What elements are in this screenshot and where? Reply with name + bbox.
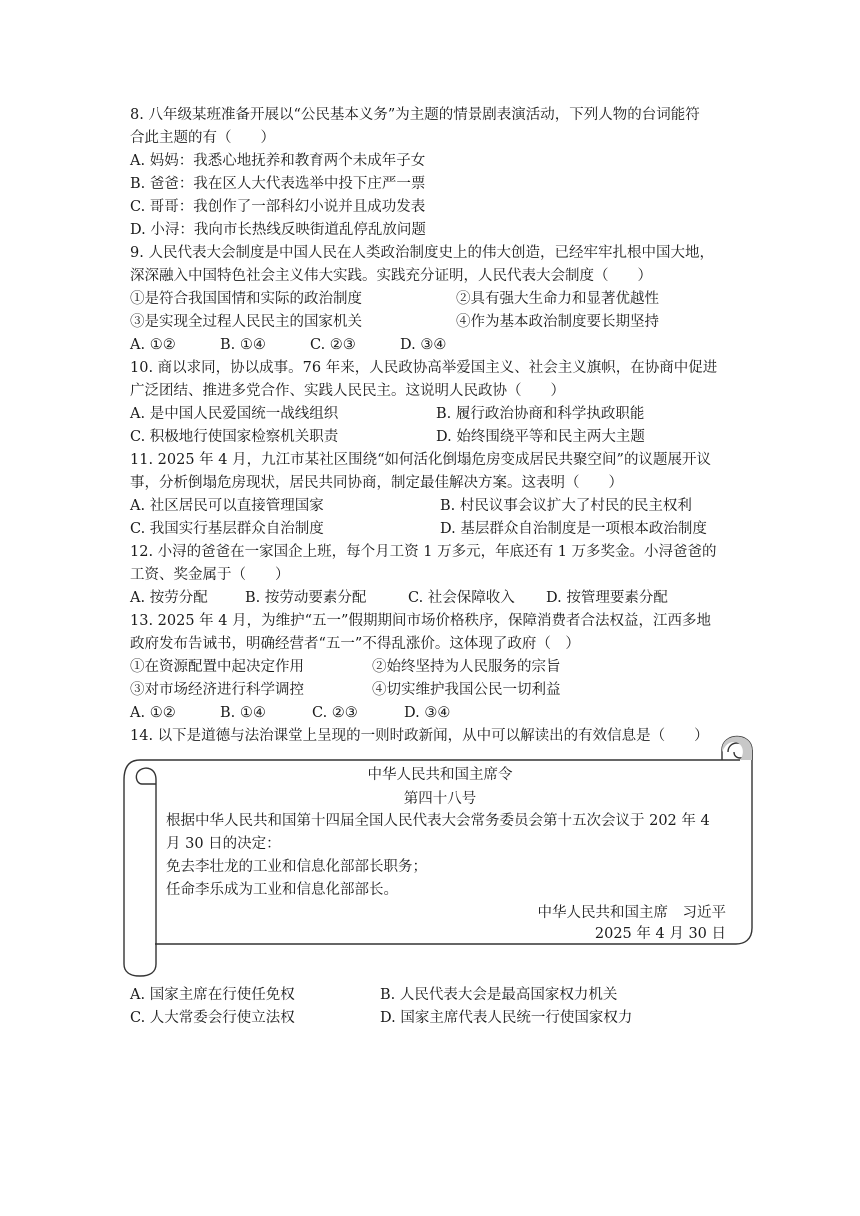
q9-option-a: A. ①② xyxy=(130,337,176,353)
q12-option-d: D. 按管理要素分配 xyxy=(546,590,668,606)
q14-option-b: B. 人民代表大会是最高国家权力机关 xyxy=(380,987,618,1003)
q12-stem-line2: 工资、奖金属于（ ） xyxy=(130,567,290,583)
q10-stem-line1: 10. 商以求同，协以成事。76 年来，人民政协高举爱国主义、社会主义旗帜，在协商中促进 xyxy=(130,360,718,376)
q10-stem-line2: 广泛团结、推进多党合作、实践人民民主。这说明人民政协（ ） xyxy=(130,383,565,399)
q13-option-a: A. ①② xyxy=(130,705,176,721)
q11-option-a: A. 社区居民可以直接管理国家 xyxy=(130,498,324,514)
q8-stem-line2: 合此主题的有（ ） xyxy=(130,130,275,146)
q12-option-c: C. 社会保障收入 xyxy=(408,590,515,606)
q11-option-d: D. 基层群众自治制度是一项根本政治制度 xyxy=(440,521,707,537)
q10-option-d: D. 始终围绕平等和民主两大主题 xyxy=(436,429,645,445)
q11-stem-line2: 事，分析倒塌危房现状，居民共同协商，制定最佳解决方案。这表明（ ） xyxy=(130,475,623,491)
q12-option-a: A. 按劳分配 xyxy=(130,590,208,606)
scroll-left-roll xyxy=(124,760,156,976)
decree-title: 中华人民共和国主席令 xyxy=(367,767,513,783)
q9-stem-line2: 深深融入中国特色社会主义伟大实践。实践充分证明，人民代表大会制度（ ） xyxy=(130,268,652,284)
q14-option-a: A. 国家主席在行使任免权 xyxy=(130,987,295,1003)
q13-stem-line2: 政府发布告诫书，明确经营者“五一”不得乱涨价。这体现了政府（ ） xyxy=(130,636,580,652)
q8-option-d: D. 小浔：我向市长热线反映街道乱停乱放问题 xyxy=(130,222,426,238)
decree-body-line4: 任命李乐成为工业和信息化部部长。 xyxy=(166,882,398,898)
q13-statement-1: ①在资源配置中起决定作用 xyxy=(130,659,304,675)
decree-body-line2: 月 30 日的决定： xyxy=(166,836,281,852)
q13-statement-2: ②始终坚持为人民服务的宗旨 xyxy=(372,659,561,675)
q8-option-a: A. 妈妈：我悉心地抚养和教育两个未成年子女 xyxy=(130,153,426,169)
q9-statement-4: ④作为基本政治制度要长期坚持 xyxy=(456,314,659,330)
q9-statement-1: ①是符合我国国情和实际的政治制度 xyxy=(130,291,362,307)
q13-option-d: D. ③④ xyxy=(404,705,451,721)
q11-stem-line1: 11. 2025 年 4 月，九江市某社区围绕“如何活化倒塌危房变成居民共聚空间”的议题展开议 xyxy=(130,452,711,468)
q8-option-b: B. 爸爸：我在区人大代表选举中投下庄严一票 xyxy=(130,176,426,192)
decree-date: 2025 年 4 月 30 日 xyxy=(594,926,726,942)
q13-statement-4: ④切实维护我国公民一切利益 xyxy=(372,682,561,698)
q9-option-b: B. ①④ xyxy=(220,337,266,353)
q8-stem-line1: 8. 八年级某班准备开展以“公民基本义务”为主题的情景剧表演活动，下列人物的台词能符 xyxy=(130,107,700,123)
decree-signer: 中华人民共和国主席 习近平 xyxy=(537,905,726,921)
q10-option-b: B. 履行政治协商和科学执政职能 xyxy=(436,406,645,422)
q11-option-b: B. 村民议事会议扩大了村民的民主权利 xyxy=(440,498,692,514)
q12-stem-line1: 12. 小浔的爸爸在一家国企上班，每个月工资 1 万多元，年底还有 1 万多奖金。小浔爸爸的 xyxy=(130,544,717,560)
q10-option-c: C. 积极地行使国家检察机关职责 xyxy=(130,429,339,445)
q12-option-b: B. 按劳动要素分配 xyxy=(245,590,367,606)
q13-statement-3: ③对市场经济进行科学调控 xyxy=(130,682,304,698)
decree-body-line3: 免去李壮龙的工业和信息化部部长职务； xyxy=(166,859,427,875)
q11-option-c: C. 我国实行基层群众自治制度 xyxy=(130,521,324,537)
q10-option-a: A. 是中国人民爱国统一战线组织 xyxy=(130,406,339,422)
q9-statement-3: ③是实现全过程人民民主的国家机关 xyxy=(130,314,362,330)
q9-statement-2: ②具有强大生命力和显著优越性 xyxy=(456,291,659,307)
q14-option-c: C. 人大常委会行使立法权 xyxy=(130,1010,295,1026)
decree-number: 第四十八号 xyxy=(403,791,477,807)
q14-stem: 14. 以下是道德与法治课堂上呈现的一则时政新闻，从中可以解读出的有效信息是（ ） xyxy=(130,728,709,744)
q13-stem-line1: 13. 2025 年 4 月，为维护“五一”假期期间市场价格秩序，保障消费者合法权益，江西多地 xyxy=(130,613,711,629)
q9-option-c: C. ②③ xyxy=(310,337,356,353)
q13-option-b: B. ①④ xyxy=(220,705,266,721)
q9-stem-line1: 9. 人民代表大会制度是中国人民在人类政治制度史上的伟大创造，已经牢牢扎根中国大地， xyxy=(130,245,714,261)
decree-body-line1: 根据中华人民共和国第十四届全国人民代表大会常务委员会第十五次会议于 202 年 4 xyxy=(166,813,710,829)
q14-option-d: D. 国家主席代表人民统一行使国家权力 xyxy=(380,1010,633,1026)
q13-option-c: C. ②③ xyxy=(312,705,358,721)
q8-option-c: C. 哥哥：我创作了一部科幻小说并且成功发表 xyxy=(130,199,426,215)
q9-option-d: D. ③④ xyxy=(400,337,447,353)
